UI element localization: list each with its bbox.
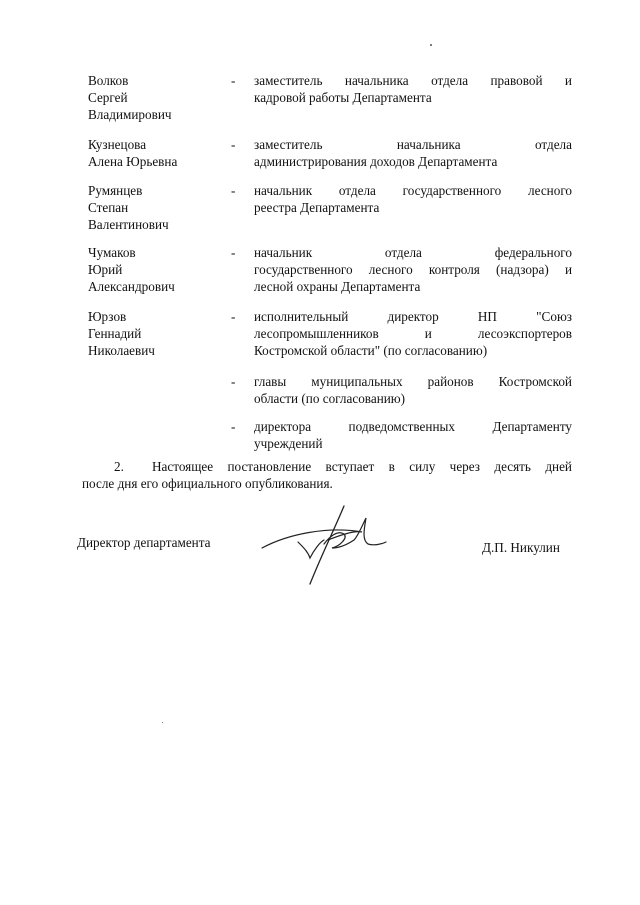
member-name — [88, 136, 228, 170]
role-line: заместитель начальника отдела правовой и — [254, 73, 572, 88]
member-role — [254, 136, 572, 170]
role-line: области (по согласованию) — [254, 391, 406, 406]
name-line: Кузнецова — [88, 137, 147, 152]
name-line: Николаевич — [88, 343, 155, 358]
role-line: главы муниципальных районов Костромской — [254, 374, 572, 389]
role-line: заместитель начальника отдела — [254, 137, 572, 152]
name-line: Владимирович — [88, 107, 172, 122]
paragraph-text: Настоящее постановление вступает в силу через десять дней — [152, 459, 572, 474]
role-line: директора подведомственных Департаменту — [254, 419, 572, 434]
paragraph-line — [82, 458, 572, 475]
name-line: Алена Юрьевна — [88, 154, 178, 169]
dash: - — [231, 183, 236, 198]
paragraph-line: после дня его официального опубликования. — [82, 476, 333, 491]
name-line: Геннадий — [88, 326, 142, 341]
dash: - — [231, 73, 236, 88]
role-line: Костромской области" (по согласованию) — [254, 343, 488, 358]
role-line: лесопромышленников и лесоэкспортеров — [254, 326, 572, 341]
member-role — [254, 72, 572, 106]
name-line: Александрович — [88, 279, 175, 294]
handwritten-signature — [258, 496, 388, 590]
name-line: Степан — [88, 200, 129, 215]
dash: - — [231, 374, 236, 389]
role-line: государственного лесного контроля (надзора) и — [254, 262, 572, 277]
signatory-title: Директор департамента — [77, 535, 211, 550]
scan-speck — [162, 722, 163, 723]
role-line: исполнительный директор НП "Союз — [254, 309, 572, 324]
role-line: начальник отдела государственного лесного — [254, 183, 572, 198]
member-name — [88, 308, 228, 359]
role-line: лесной охраны Департамента — [254, 279, 421, 294]
member-role — [254, 308, 572, 359]
signatory-name: Д.П. Никулин — [482, 540, 560, 555]
member-role — [254, 182, 572, 216]
member-role — [254, 418, 572, 452]
member-role — [254, 373, 572, 407]
name-line: Чумаков — [88, 245, 136, 260]
name-line: Юрий — [88, 262, 123, 277]
member-name — [88, 72, 228, 123]
scan-speck — [430, 44, 432, 46]
member-name — [88, 244, 228, 295]
dash: - — [231, 309, 236, 324]
member-name — [88, 182, 228, 233]
role-line: кадровой работы Департамента — [254, 90, 432, 105]
dash: - — [231, 419, 236, 434]
clause-number: 2. — [114, 459, 124, 474]
name-line: Юрзов — [88, 309, 127, 324]
name-line: Волков — [88, 73, 129, 88]
role-line: реестра Департамента — [254, 200, 380, 215]
dash: - — [231, 137, 236, 152]
dash: - — [231, 245, 236, 260]
member-role — [254, 244, 572, 295]
name-line: Румянцев — [88, 183, 143, 198]
name-line: Сергей — [88, 90, 128, 105]
clause-paragraph — [82, 458, 572, 492]
name-line: Валентинович — [88, 217, 169, 232]
role-line: начальник отдела федерального — [254, 245, 572, 260]
role-line: учреждений — [254, 436, 323, 451]
role-line: администрирования доходов Департамента — [254, 154, 498, 169]
